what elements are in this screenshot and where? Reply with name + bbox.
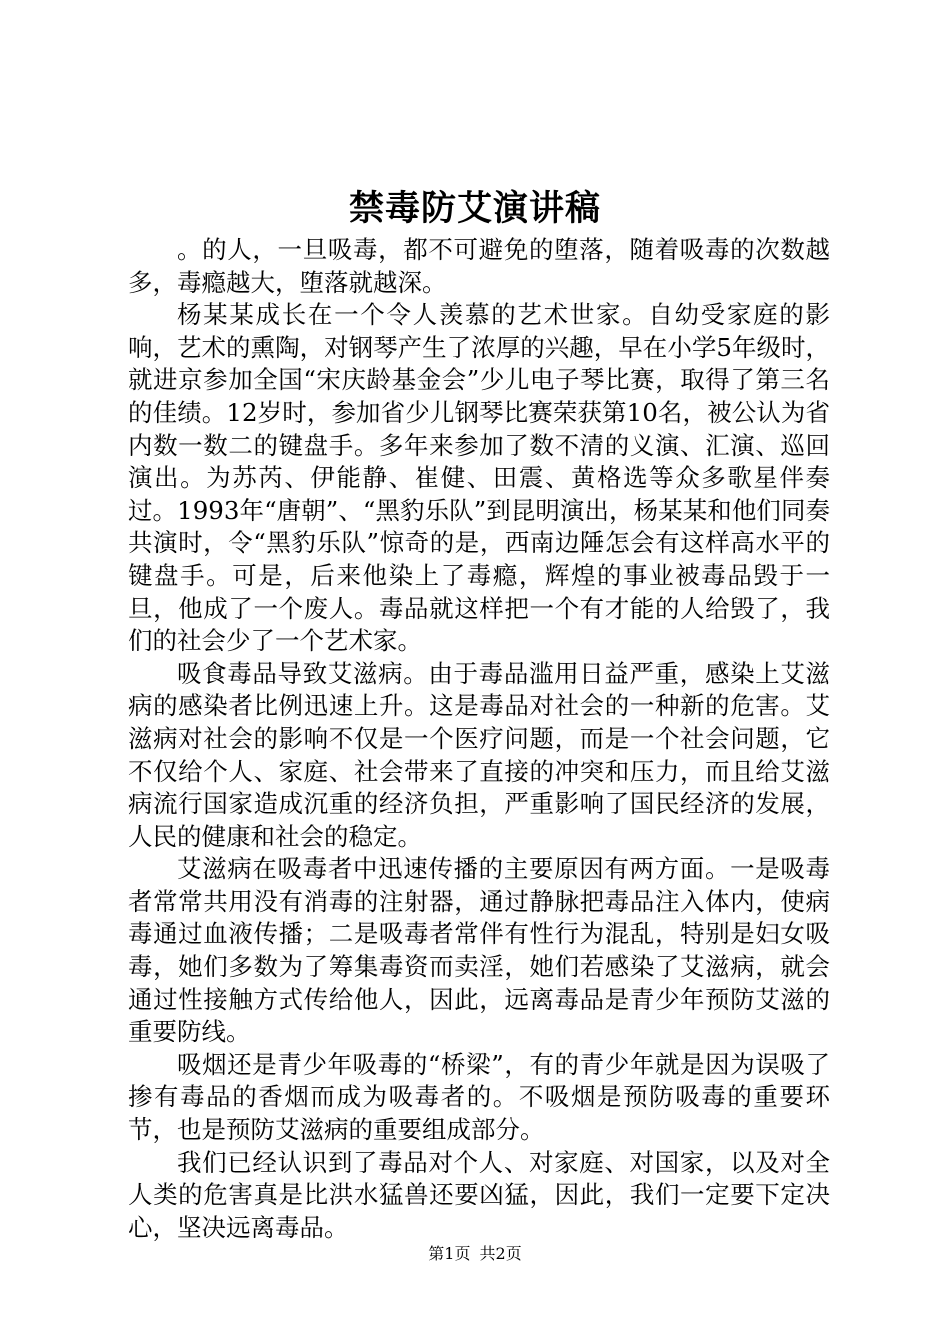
paragraph-4: 艾滋病在吸毒者中迅速传播的主要原因有两方面。一是吸毒者常常共用没有消毒的注射器，通过静脉把毒品注入体内，使病毒通过血液传播；二是吸毒者常伴有性行为混乱，特别是妇女吸毒，她们多数为了筹集毒资而卖淫，她们若感染了艾滋病，就会通过性接触方式传给他人，因此，远离毒品是青少年预防艾滋的重要防线。	[128, 854, 830, 1047]
paragraph-3: 吸食毒品导致艾滋病。由于毒品滥用日益严重，感染上艾滋病的感染者比例迅速上升。这是毒品对社会的一种新的危害。艾滋病对社会的影响不仅是一个医疗问题，而是一个社会问题，它不仅给个人、家庭、社会带来了直接的冲突和压力，而且给艾滋病流行国家造成沉重的经济负担，严重影响了国民经济的发展，人民的健康和社会的稳定。	[128, 658, 830, 851]
page-number: 第1页	[428, 1244, 471, 1263]
page-footer	[0, 1243, 950, 1265]
paragraph-2: 杨某某成长在一个令人羡慕的艺术世家。自幼受家庭的影响，艺术的熏陶，对钢琴产生了浓厚的兴趣，早在小学5年级时，就进京参加全国“宋庆龄基金会”少儿电子琴比赛，取得了第三名的佳绩。12岁时，参加省少儿钢琴比赛荣获第10名，被公认为省内数一数二的键盘手。多年来参加了数不清的义演、汇演、巡回演出。为苏芮、伊能静、崔健、田震、黄格选等众多歌星伴奏过。1993年“唐朝”、“黑豹乐队”到昆明演出，杨某某和他们同奏共演时，令“黑豹乐队”惊奇的是，西南边陲怎会有这样高水平的键盘手。可是，后来他染上了毒瘾，辉煌的事业被毒品毁于一旦，他成了一个废人。毒品就这样把一个有才能的人给毁了，我们的社会少了一个艺术家。	[128, 300, 830, 656]
paragraph-1: 。的人，一旦吸毒，都不可避免的堕落，随着吸毒的次数越多，毒瘾越大，堕落就越深。	[128, 235, 830, 297]
document-title: 禁毒防艾演讲稿	[348, 189, 601, 229]
document-body	[128, 234, 830, 1244]
paragraph-6: 我们已经认识到了毒品对个人、对家庭、对国家，以及对全人类的危害真是比洪水猛兽还要凶猛，因此，我们一定要下定决心，坚决远离毒品。	[128, 1147, 830, 1242]
page-total: 共2页	[479, 1244, 522, 1263]
paragraph-5: 吸烟还是青少年吸毒的“桥梁”，有的青少年就是因为误吸了掺有毒品的香烟而成为吸毒者的。不吸烟是预防吸毒的重要环节，也是预防艾滋病的重要组成部分。	[128, 1049, 830, 1145]
